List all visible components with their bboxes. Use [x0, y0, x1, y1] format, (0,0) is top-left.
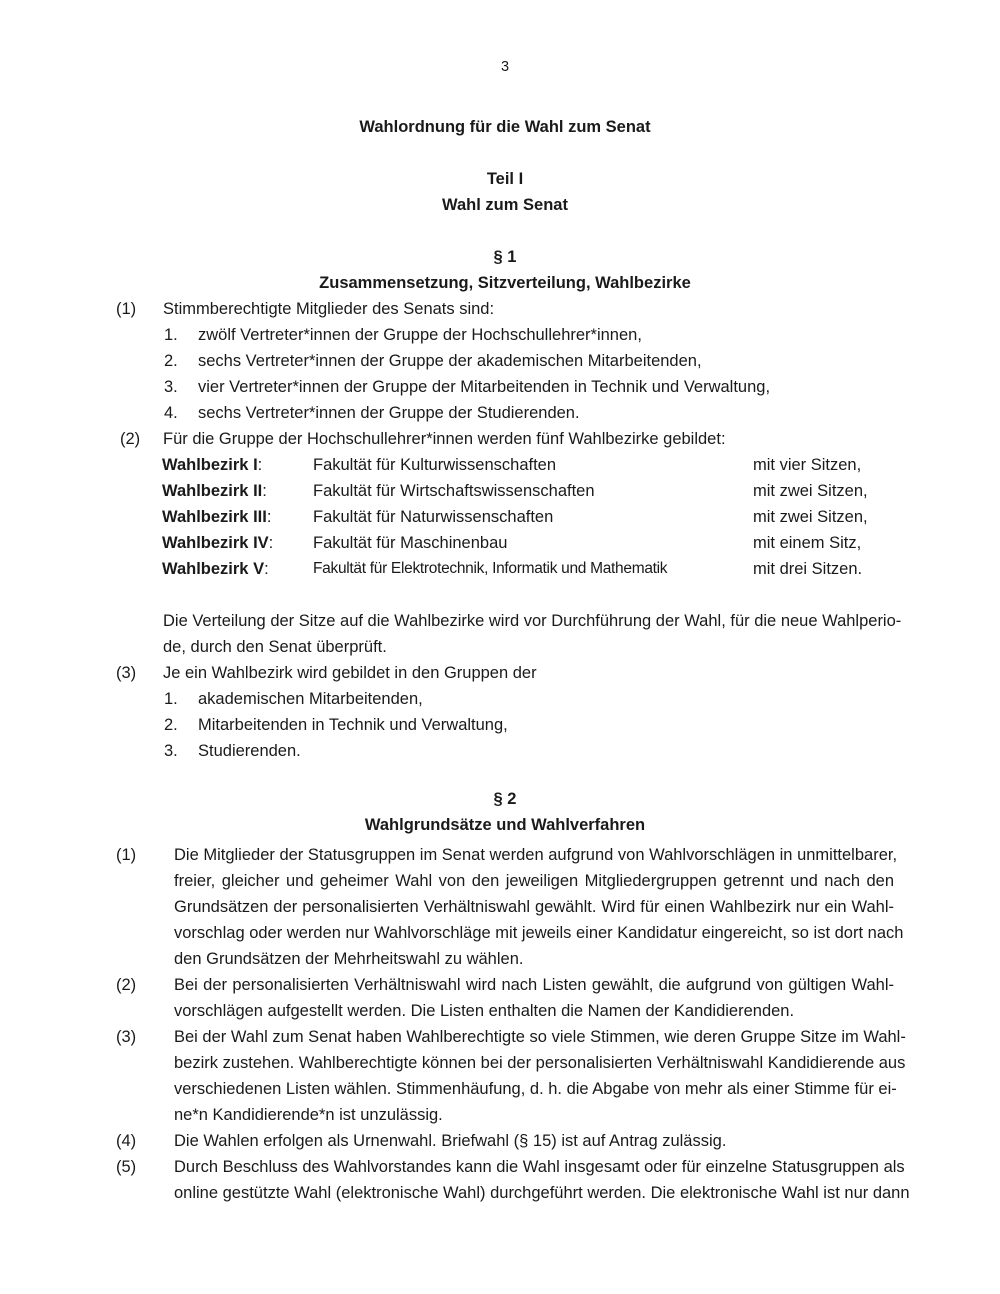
district-row [162, 452, 262, 478]
section-2-symbol: § 2 [493, 790, 517, 808]
district-row [162, 556, 269, 582]
list-item-text: Studierenden. [198, 742, 301, 760]
district-name: Wahlbezirk III [162, 508, 267, 526]
paragraph-number: (1) [116, 300, 137, 318]
paragraph-intro: Je ein Wahlbezirk wird gebildet in den Gruppen der [163, 664, 537, 682]
paragraph-line: den Grundsätzen der Mehrheitswahl zu wählen. [174, 950, 524, 968]
paragraph-number: (3) [116, 664, 137, 682]
paragraph-number: (3) [116, 1028, 137, 1046]
paragraph-number: (2) [116, 976, 137, 994]
district-separator: : [264, 560, 269, 578]
district-seats: mit vier Sitzen, [753, 456, 862, 474]
district-seats: mit einem Sitz, [753, 534, 862, 552]
district-seats: mit zwei Sitzen, [753, 482, 868, 500]
paragraph-line: freier, gleicher und geheimer Wahl von den jeweiligen Mitgliedergruppen getrennt und nach den [174, 872, 894, 890]
district-faculty: Fakultät für Naturwissenschaften [313, 508, 554, 526]
paragraph-number: (5) [116, 1158, 137, 1176]
list-item-number: 3. [164, 378, 178, 396]
district-name: Wahlbezirk I [162, 456, 258, 474]
paragraph-line: Die Mitglieder der Statusgruppen im Senat werden aufgrund von Wahlvorschlägen in unmittelbarer, [174, 846, 898, 864]
paragraph-line: vorschlägen aufgestellt werden. Die Listen enthalten die Namen der Kandidierenden. [174, 1002, 795, 1020]
district-row [162, 478, 267, 504]
paragraph-number: (1) [116, 846, 137, 864]
paragraph-line: verschiedenen Listen wählen. Stimmenhäufung, d. h. die Abgabe von mehr als einer Stimme für ei- [174, 1080, 897, 1098]
list-item-number: 2. [164, 352, 178, 370]
section-2-heading: Wahlgrundsätze und Wahlverfahren [364, 816, 646, 834]
page-number: 3 [500, 59, 510, 75]
district-faculty: Fakultät für Wirtschaftswissenschaften [313, 482, 595, 500]
list-item-number: 1. [164, 690, 178, 708]
section-1-symbol: § 1 [493, 248, 517, 266]
paragraph-number: (4) [116, 1132, 137, 1150]
district-row [162, 504, 271, 530]
list-item-number: 4. [164, 404, 178, 422]
district-faculty: Fakultät für Maschinenbau [313, 534, 508, 552]
paragraph-line: Bei der Wahl zum Senat haben Wahlberechtigte so viele Stimmen, wie deren Gruppe Sitze im Wahl- [174, 1028, 906, 1046]
paragraph-note-line: de, durch den Senat überprüft. [163, 638, 387, 656]
district-name: Wahlbezirk IV [162, 534, 269, 552]
list-item-text: akademischen Mitarbeitenden, [198, 690, 423, 708]
paragraph-line: ne*n Kandidierende*n ist unzulässig. [174, 1106, 443, 1124]
list-item-text: vier Vertreter*innen der Gruppe der Mitarbeitenden in Technik und Verwaltung, [198, 378, 771, 396]
district-seats: mit drei Sitzen. [753, 560, 863, 578]
district-separator: : [257, 456, 263, 474]
list-item-text: sechs Vertreter*innen der Gruppe der akademischen Mitarbeitenden, [198, 352, 702, 370]
district-separator: : [262, 482, 267, 500]
document-title: Wahlordnung für die Wahl zum Senat [359, 118, 651, 136]
list-item-text: sechs Vertreter*innen der Gruppe der Studierenden. [198, 404, 580, 422]
paragraph-line: Durch Beschluss des Wahlvorstandes kann die Wahl insgesamt oder für einzelne Statusgruppen als [174, 1158, 905, 1176]
district-seats: mit zwei Sitzen, [753, 508, 868, 526]
paragraph-line: Bei der personalisierten Verhältniswahl wird nach Listen gewählt, die aufgrund von gültigen Wahl- [174, 976, 894, 994]
list-item-number: 3. [164, 742, 178, 760]
list-item-number: 1. [164, 326, 178, 344]
paragraph-intro: Stimmberechtigte Mitglieder des Senats sind: [163, 300, 495, 318]
list-item-text: Mitarbeitenden in Technik und Verwaltung, [198, 716, 508, 734]
paragraph-intro: Für die Gruppe der Hochschullehrer*innen werden fünf Wahlbezirke gebildet: [163, 430, 726, 448]
list-item-text: zwölf Vertreter*innen der Gruppe der Hochschullehrer*innen, [198, 326, 642, 344]
district-separator: : [268, 534, 274, 552]
district-row [162, 530, 273, 556]
paragraph-line: Die Wahlen erfolgen als Urnenwahl. Briefwahl (§ 15) ist auf Antrag zulässig. [174, 1132, 727, 1150]
paragraph-line: vorschlag oder werden nur Wahlvorschläge mit jeweils einer Kandidatur eingereicht, so ist dort nach [174, 924, 904, 942]
part-label: Teil I [486, 170, 524, 188]
district-faculty: Fakultät für Elektrotechnik, Informatik und Mathematik [313, 560, 668, 577]
paragraph-line: bezirk zustehen. Wahlberechtigte können bei der personalisierten Verhältniswahl Kandidierende aus [174, 1054, 906, 1072]
district-faculty: Fakultät für Kulturwissenschaften [313, 456, 557, 474]
paragraph-number: (2) [120, 430, 141, 448]
district-name: Wahlbezirk II [162, 482, 263, 500]
list-item-number: 2. [164, 716, 178, 734]
part-title: Wahl zum Senat [442, 196, 568, 214]
paragraph-note-line: Die Verteilung der Sitze auf die Wahlbezirke wird vor Durchführung der Wahl, für die neue Wahlperio- [163, 612, 902, 630]
district-name: Wahlbezirk V [162, 560, 265, 578]
section-1-heading: Zusammensetzung, Sitzverteilung, Wahlbezirke [319, 274, 691, 292]
district-separator: : [266, 508, 272, 526]
paragraph-line: online gestützte Wahl (elektronische Wahl) durchgeführt werden. Die elektronische Wahl ist nur dann [174, 1184, 910, 1202]
paragraph-line: Grundsätzen der personalisierten Verhältniswahl gewählt. Wird für einen Wahlbezirk nur ein Wahl- [174, 898, 894, 916]
